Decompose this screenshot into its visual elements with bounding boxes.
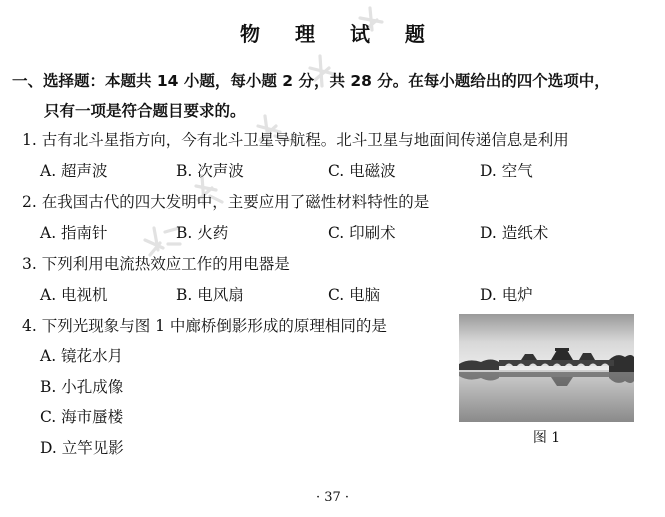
question-3-option-a[interactable]: A. 电视机 [40, 286, 108, 304]
figure-1-bridge-photo [459, 314, 634, 422]
question-1-option-c[interactable]: C. 电磁波 [328, 162, 396, 180]
question-2-option-d[interactable]: D. 造纸术 [480, 224, 549, 242]
section-heading [12, 66, 652, 126]
question-1-stem: 1. 古有北斗星指方向，今有北斗卫星导航程。北斗卫星与地面间传递信息是利用 [22, 131, 569, 149]
figure-1-caption: 图 1 [532, 430, 561, 446]
question-3-stem: 3. 下列利用电流热效应工作的用电器是 [22, 255, 290, 273]
question-4-option-d[interactable]: D. 立竿见影 [40, 439, 124, 457]
question-1-option-b[interactable]: B. 次声波 [176, 162, 244, 180]
question-1-option-a[interactable]: A. 超声波 [40, 162, 108, 180]
question-3-option-d[interactable]: D. 电炉 [480, 286, 533, 304]
question-2-stem: 2. 在我国古代的四大发明中，主要应用了磁性材料特性的是 [22, 193, 430, 211]
question-4-option-c[interactable]: C. 海市蜃楼 [40, 408, 124, 426]
question-2-option-a[interactable]: A. 指南针 [40, 224, 108, 242]
question-2-option-b[interactable]: B. 火药 [176, 224, 229, 242]
section-heading-line1: 一、选择题：本题共 14 小题，每小题 2 分，共 28 分。在每小题给出的四个选项中， [12, 72, 610, 90]
page-title: 物 理 试 题 [240, 22, 439, 46]
question-4-option-b[interactable]: B. 小孔成像 [40, 378, 124, 396]
section-heading-line2: 只有一项是符合题目要求的。 [44, 102, 246, 120]
question-4-stem: 4. 下列光现象与图 1 中廊桥倒影形成的原理相同的是 [22, 317, 387, 335]
question-3-option-c[interactable]: C. 电脑 [328, 286, 381, 304]
question-4-option-a[interactable]: A. 镜花水月 [40, 347, 124, 365]
page-number: · 37 · [315, 490, 350, 505]
question-3-option-b[interactable]: B. 电风扇 [176, 286, 244, 304]
question-1-option-d[interactable]: D. 空气 [480, 162, 533, 180]
question-2-option-c[interactable]: C. 印刷术 [328, 224, 396, 242]
